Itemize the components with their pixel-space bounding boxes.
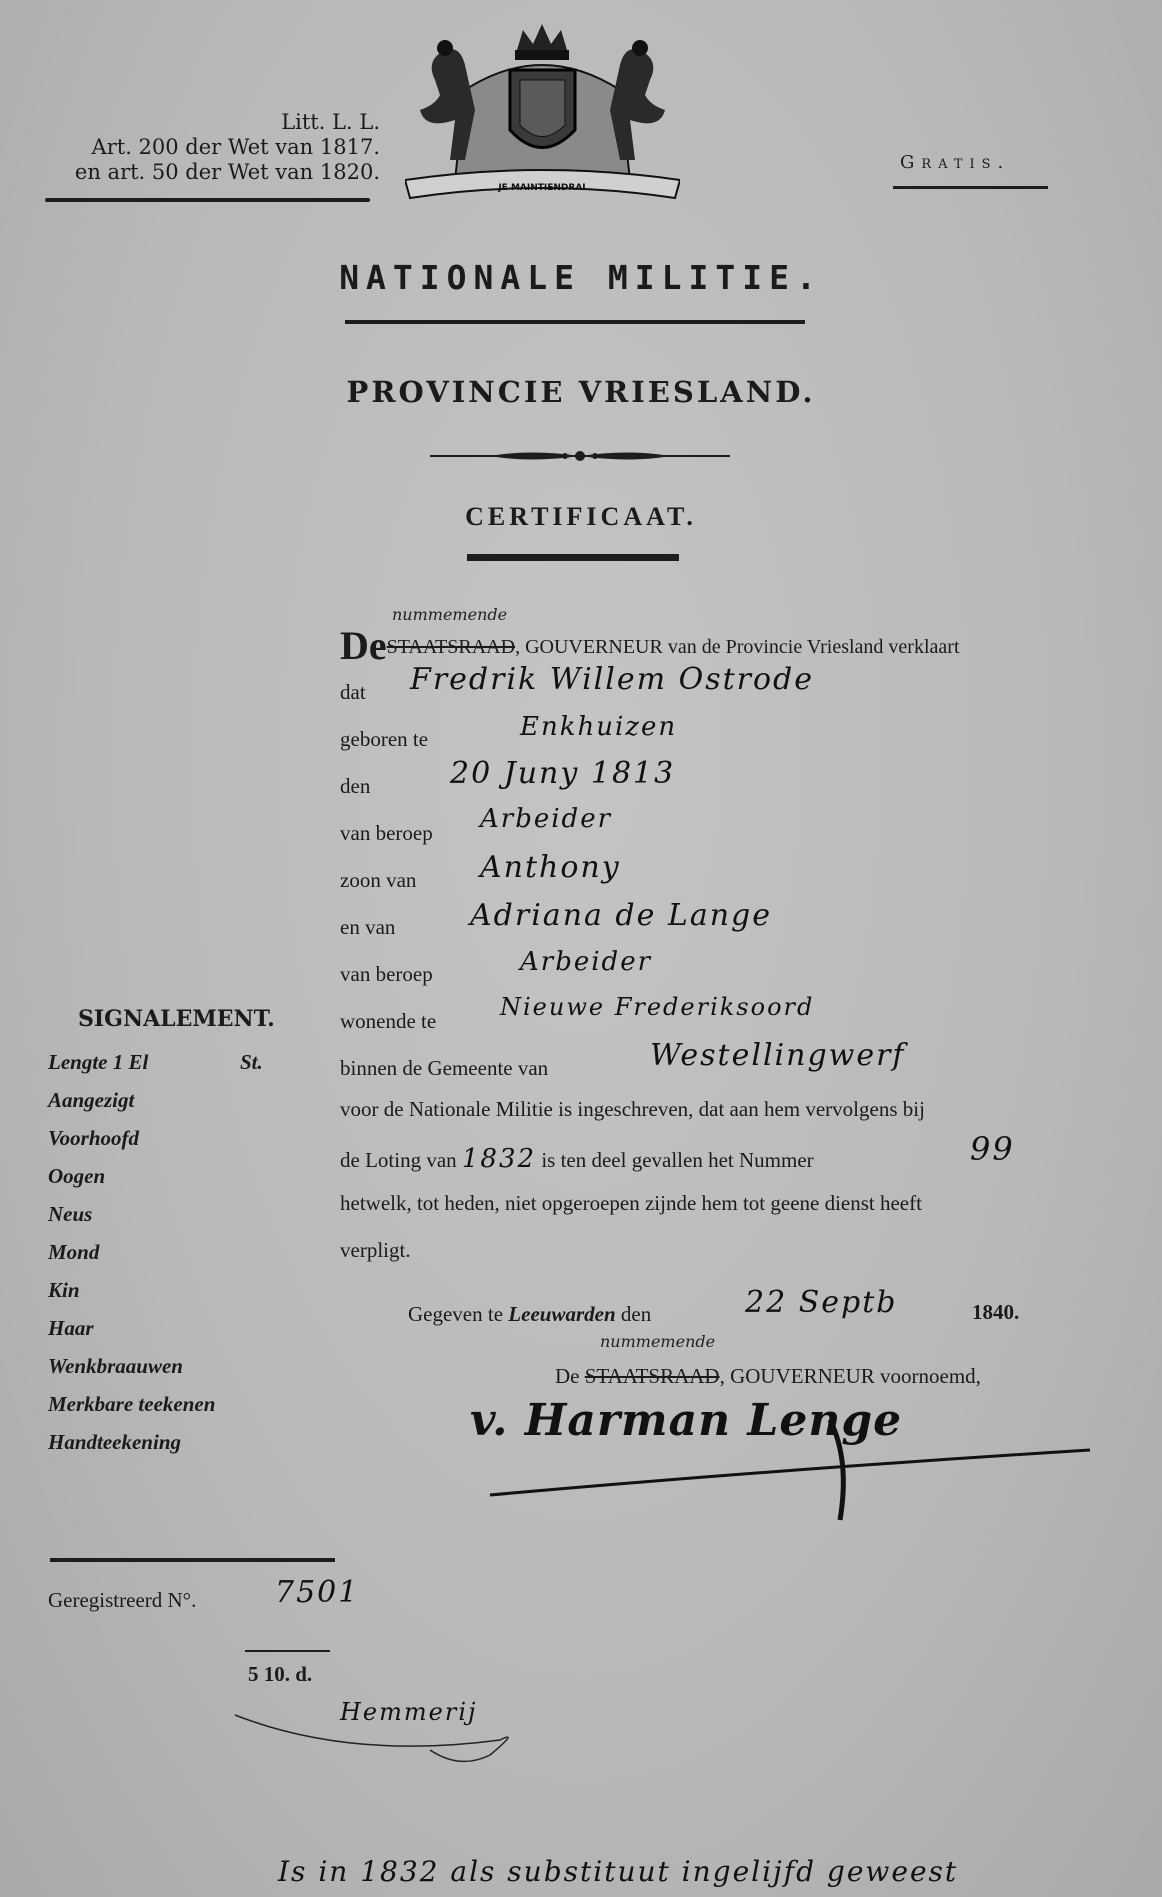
field-label: wonende te <box>340 1009 437 1033</box>
handwritten-title: nummemende <box>392 605 508 624</box>
signoff-line <box>555 1364 981 1389</box>
signalement-item: Haar <box>48 1316 94 1340</box>
page-title: NATIONALE MILITIE. <box>339 258 823 297</box>
signalement-item: Handteekening <box>48 1430 182 1454</box>
field-label: van beroep <box>340 962 433 986</box>
registrar-initials: Hemmerij <box>340 1698 478 1726</box>
field-value: 20 Juny 1813 <box>450 756 676 791</box>
field-value: Nieuwe Frederiksoord <box>500 993 815 1021</box>
loting-label: de Loting van <box>340 1148 457 1172</box>
signoff-de: De <box>555 1364 580 1388</box>
drop-cap: De <box>340 623 387 668</box>
law-underline <box>45 198 370 202</box>
given-line <box>408 1302 651 1327</box>
field-label: den <box>340 774 371 798</box>
field-label: zoon van <box>340 868 417 892</box>
certificate-rule <box>467 554 679 561</box>
signalement-st: St. <box>240 1050 263 1074</box>
signalement-item: Kin <box>48 1278 80 1302</box>
given-year: 1840. <box>972 1300 1020 1324</box>
loting-year: 1832 <box>461 1144 537 1174</box>
signalement-item: Lengte 1 El <box>48 1050 149 1074</box>
field-value: Arbeider <box>520 947 653 977</box>
signalement-item: Wenkbraauwen <box>48 1354 183 1378</box>
signalement-item: Mond <box>48 1240 100 1264</box>
given-prefix: Gegeven te <box>408 1302 504 1326</box>
gratis-underline <box>893 186 1048 189</box>
signalement-item: Neus <box>48 1202 93 1226</box>
field-value: Anthony <box>480 850 621 885</box>
registration-fee: 5 10. d. <box>248 1662 313 1686</box>
law-line: Art. 200 der Wet van 1817. <box>91 135 380 159</box>
footer-note: Is in 1832 als substituut ingelijfd geweest <box>278 1855 959 1888</box>
signalement-item: Aangezigt <box>48 1088 135 1112</box>
law-line: Litt. L. L. <box>281 110 380 134</box>
gratis-label: Gratis. <box>900 152 1011 173</box>
militia-line-3: hetwelk, tot heden, niet opgeroepen zijnde hem tot geene dienst heeft <box>340 1191 922 1215</box>
signoff-rest: , GOUVERNEUR voornoemd, <box>719 1364 981 1388</box>
royal-coat-of-arms-icon <box>405 20 680 200</box>
certificate-title: CERTIFICAAT. <box>465 502 697 531</box>
province-title: PROVINCIE VRIESLAND. <box>346 375 816 409</box>
loting-rest: is ten deel gevallen het Nummer <box>541 1148 814 1172</box>
signalement-item: Voorhoofd <box>48 1126 140 1150</box>
registration-label: Geregistreerd N°. <box>48 1588 197 1612</box>
signalement-title: SIGNALEMENT. <box>78 1006 275 1032</box>
initials-flourish <box>230 1700 520 1770</box>
field-value: Adriana de Lange <box>470 898 773 933</box>
signalement-item: Oogen <box>48 1164 106 1188</box>
field-value: Enkhuizen <box>520 712 678 742</box>
signature-flourish <box>470 1400 1100 1530</box>
fee-rule <box>245 1650 330 1652</box>
struck-title: STAATSRAAD <box>386 636 516 658</box>
declaration-rest: , GOUVERNEUR van de Provincie Vriesland verklaart <box>515 636 960 658</box>
crest-motto: JE MAINTIENDRAI <box>498 183 586 193</box>
field-label: en van <box>340 915 396 939</box>
governor-signature: v. Harman Lenge <box>470 1395 903 1446</box>
ornament-divider-icon <box>430 448 735 464</box>
militia-line-1: voor de Nationale Militie is ingeschreven, dat aan hem vervolgens bij <box>340 1097 925 1121</box>
signoff-struck-title: STAATSRAAD <box>584 1364 720 1388</box>
militia-line-4: verpligt. <box>340 1238 411 1262</box>
lottery-number: 99 <box>970 1130 1015 1168</box>
registration-rule <box>50 1558 335 1562</box>
field-value: Fredrik Willem Ostrode <box>410 662 814 697</box>
field-label: geboren te <box>340 727 429 751</box>
registration-number: 7501 <box>275 1575 360 1610</box>
given-den: den <box>620 1302 652 1326</box>
signoff-handwritten-title: nummemende <box>600 1332 716 1351</box>
law-line: en art. 50 der Wet van 1820. <box>74 160 380 184</box>
field-value: Westellingwerf <box>650 1038 906 1073</box>
given-date: 22 Septb <box>745 1285 898 1320</box>
given-place: Leeuwarden <box>508 1302 616 1326</box>
law-reference <box>40 110 380 185</box>
field-value: Arbeider <box>480 804 613 834</box>
field-label: van beroep <box>340 821 433 845</box>
field-label: dat <box>340 680 366 704</box>
signalement-item: Merkbare teekenen <box>48 1392 216 1416</box>
title-rule <box>345 320 805 324</box>
field-label: binnen de Gemeente van <box>340 1056 549 1080</box>
